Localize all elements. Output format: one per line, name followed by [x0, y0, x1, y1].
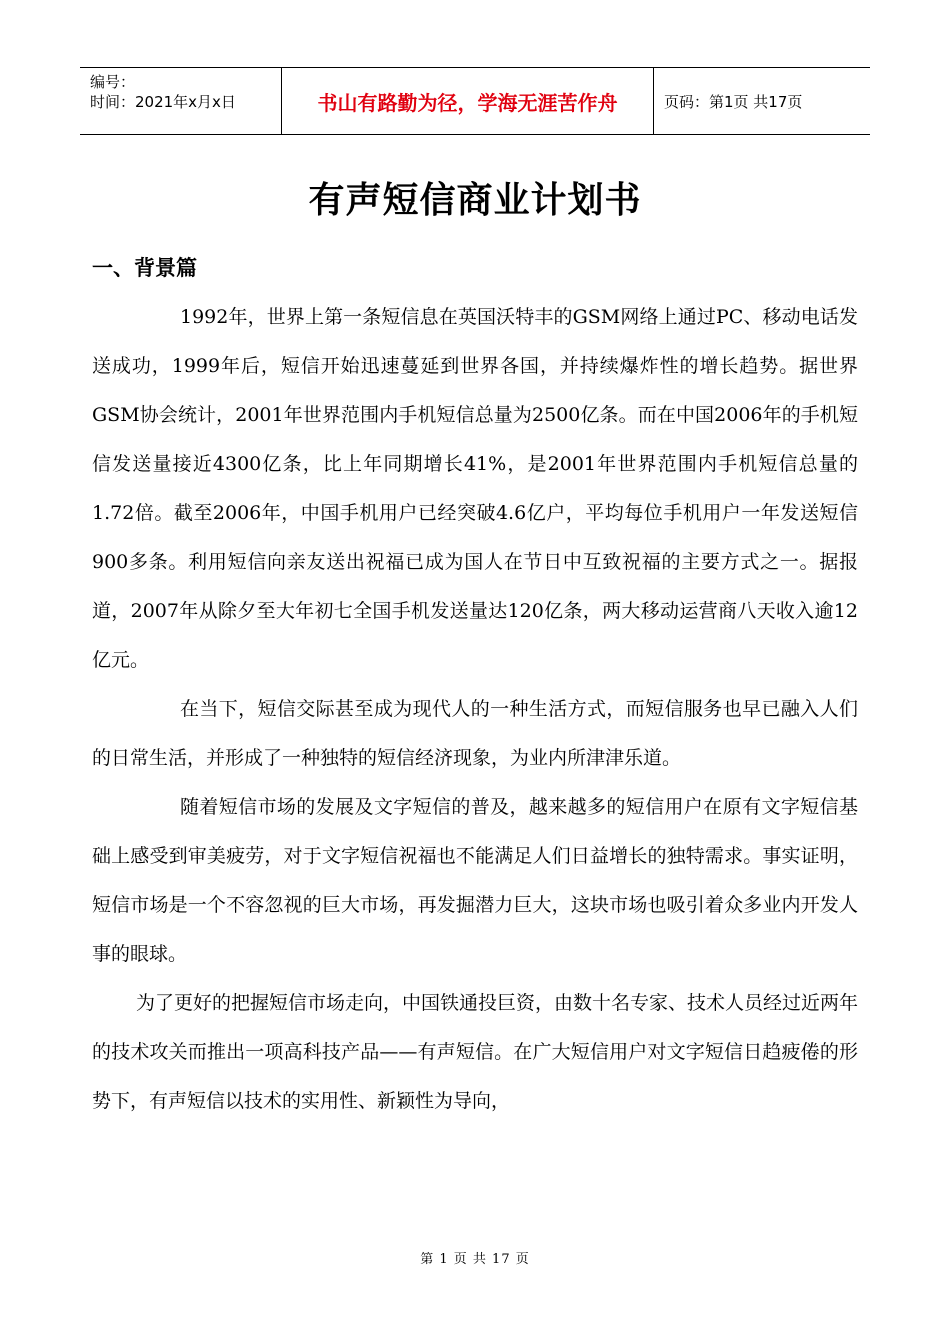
header-table	[80, 67, 870, 135]
header-meta	[80, 68, 282, 134]
document-number-label: 编号：	[90, 73, 136, 91]
document-title: 有声短信商业计划书	[308, 180, 642, 221]
body-text	[92, 293, 858, 1126]
header-motto: 书山有路勤为径，学海无涯苦作舟	[282, 68, 654, 134]
paragraph: 1992年，世界上第一条短信息在英国沃特丰的GSM网络上通过PC、移动电话发送成功，1999年后，短信开始迅速蔓延到世界各国，并持续爆炸性的增长趋势。据世界GSM协会统计，2001年世界范围内手机短信总量为2500亿条。而在中国2006年的手机短信发送量接近4300亿条，比上年同期增长41%，是2001年世界范围内手机短信总量的1.72倍。截至2006年，中国手机用户已经突破4.6亿户，平均每位手机用户一年发送短信900多条。利用短信向亲友送出祝福已成为国人在节日中互致祝福的主要方式之一。据报道，2007年从除夕至大年初七全国手机发送量达120亿条，两大移动运营商八天收入逾12亿元。	[92, 306, 858, 671]
paragraph: 为了更好的把握短信市场走向，中国铁通投巨资，由数十名专家、技术人员经过近两年的技术攻关而推出一项高科技产品——有声短信。在广大短信用户对文字短信日趋疲倦的形势下，有声短信以技术的实用性、新颖性为导向，	[92, 992, 859, 1112]
paragraph: 随着短信市场的发展及文字短信的普及，越来越多的短信用户在原有文字短信基础上感受到审美疲劳，对于文字短信祝福也不能满足人们日益增长的独特需求。事实证明，短信市场是一个不容忽视的巨大市场，再发掘潜力巨大，这块市场也吸引着众多业内开发人事的眼球。	[92, 796, 858, 965]
paragraph: 在当下，短信交际甚至成为现代人的一种生活方式，而短信服务也早已融入人们的日常生活，并形成了一种独特的短信经济现象，为业内所津津乐道。	[92, 698, 858, 769]
document-date: 时间：2021年x月x日	[90, 93, 236, 111]
header-page-info: 页码：第1页 共17页	[664, 92, 803, 111]
section-heading: 一、背景篇	[92, 256, 197, 280]
page-footer: 第 1 页 共 17 页	[420, 1252, 530, 1267]
